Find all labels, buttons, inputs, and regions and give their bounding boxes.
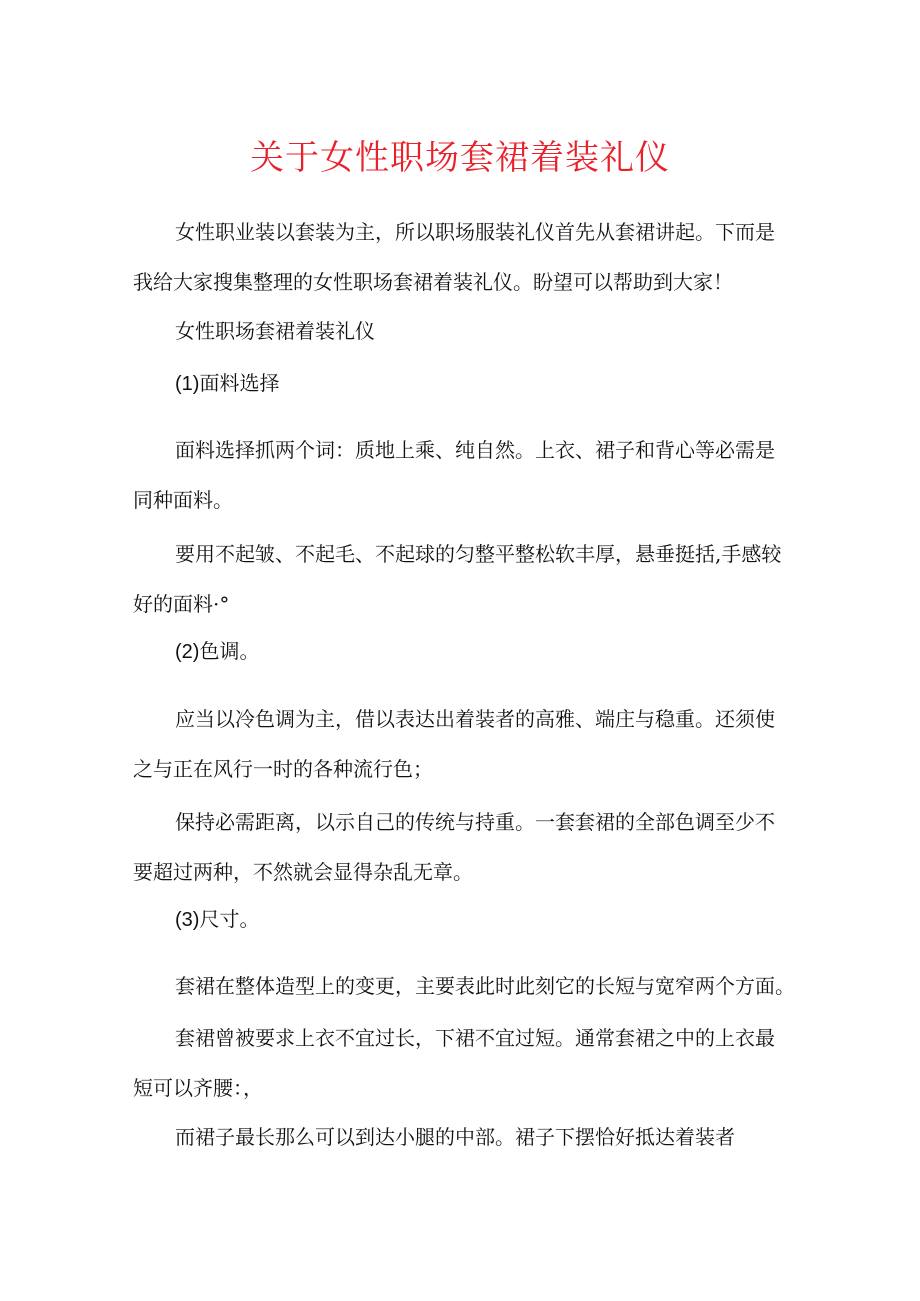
document-title: 关于女性职场套裙着装礼仪 <box>250 138 670 178</box>
fabric-p1-line-1: 面料选择抓两个词：质地上乘、纯自然。上衣、裙子和背心等必需是 <box>175 438 775 462</box>
fabric-p2-line-1: 要用不起皱、不起毛、不起球的匀整平整松软丰厚，悬垂挺括,手感较 <box>175 542 782 566</box>
size-paragraph-2 <box>133 1013 813 1113</box>
fabric-paragraph-1 <box>133 425 813 525</box>
color-p1-line-1: 应当以冷色调为主，借以表达出着装者的高雅、端庄与稳重。还须使 <box>175 707 775 731</box>
fabric-p2-line-2: 好的面料·° <box>133 592 230 616</box>
size-p3-line-1: 而裙子最长那么可以到达小腿的中部。裙子下摆恰好抵达着装者 <box>175 1125 735 1149</box>
section-heading-size: (3)尺寸。 <box>175 909 260 931</box>
size-p2-line-1: 套裙曾被要求上衣不宜过长，下裙不宜过短。通常套裙之中的上衣最 <box>175 1026 775 1050</box>
size-p1-line-1: 套裙在整体造型上的变更，主要表此时此刻它的长短与宽窄两个方面。 <box>175 974 795 998</box>
color-p1-line-2: 之与正在风行一时的各种流行色； <box>133 757 433 781</box>
fabric-p1-line-2: 同种面料。 <box>133 488 233 512</box>
intro-line-2: 我给大家搜集整理的女性职场套裙着装礼仪。盼望可以帮助到大家！ <box>133 270 733 294</box>
color-paragraph-2 <box>133 797 813 897</box>
color-p2-line-2: 要超过两种，不然就会显得杂乱无章。 <box>133 860 473 884</box>
fabric-paragraph-2 <box>133 529 813 629</box>
size-paragraph-1 <box>133 961 813 1011</box>
section-subtitle: 女性职场套裙着装礼仪 <box>175 319 375 343</box>
section-heading-fabric: (1)面料选择 <box>175 373 280 395</box>
intro-line-1: 女性职业装以套装为主，所以职场服装礼仪首先从套裙讲起。下而是 <box>175 220 775 244</box>
section-heading-color: (2)色调。 <box>175 641 260 663</box>
intro-paragraph <box>133 207 813 307</box>
color-paragraph-1 <box>133 694 813 794</box>
size-paragraph-3 <box>133 1112 813 1162</box>
color-p2-line-1: 保持必需距离，以示自己的传统与持重。一套套裙的全部色调至少不 <box>175 810 775 834</box>
size-p2-line-2: 短可以齐腰：， <box>133 1076 263 1100</box>
